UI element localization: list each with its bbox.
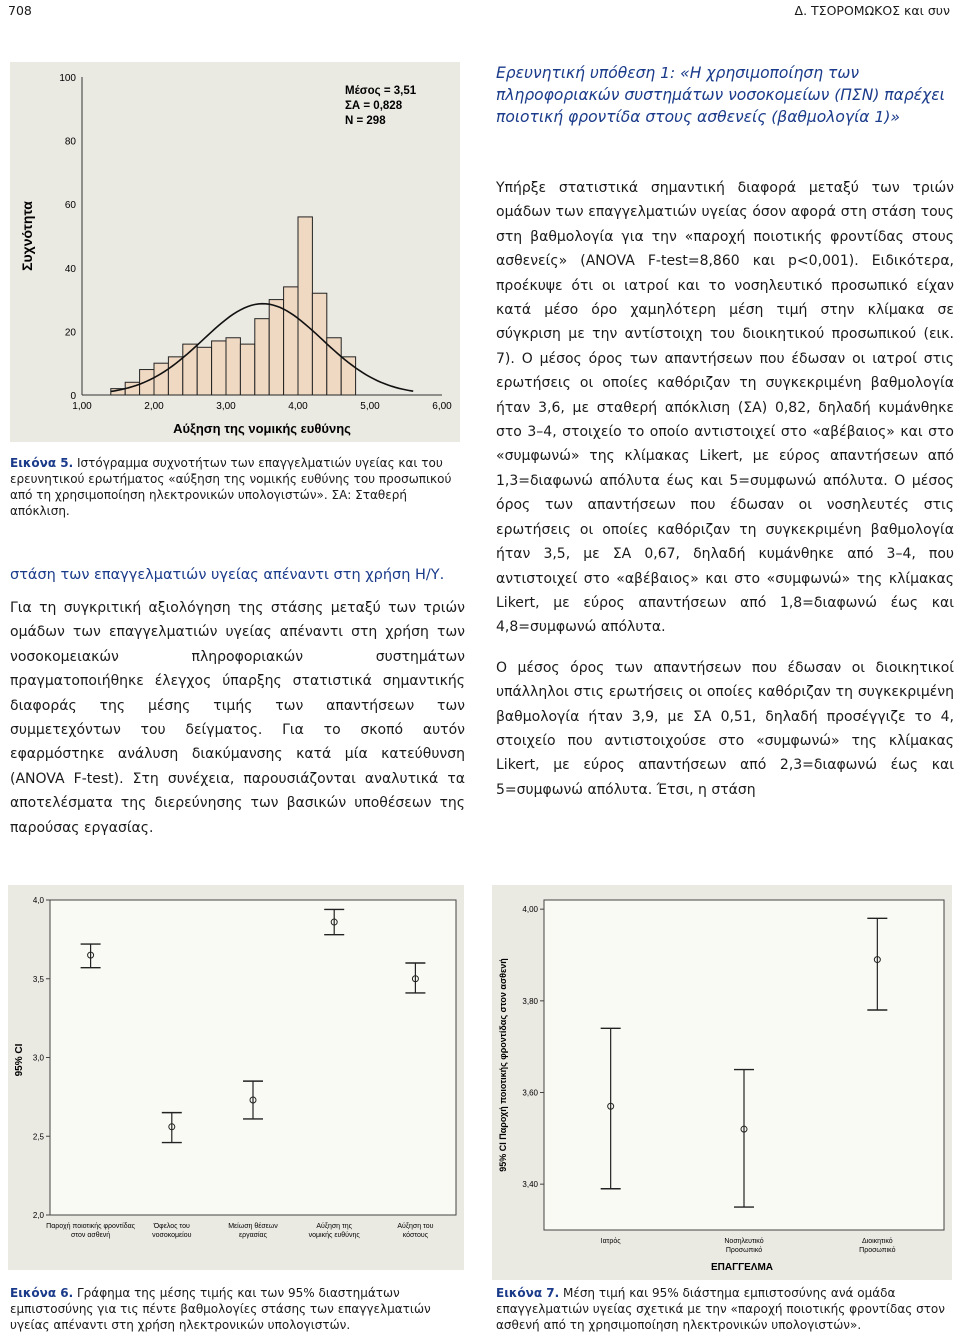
y-axis-title: 95% CI Παροχή ποιοτικής φροντίδας στον ασθενή	[498, 958, 508, 1172]
left-heading: στάση των επαγγελματιών υγείας απέναντι στη χρήση Η/Υ.	[10, 567, 445, 583]
histogram-bar	[269, 300, 283, 395]
y-tick-label: 3,0	[32, 1053, 44, 1063]
x-tick-label: Ιατρός	[600, 1238, 621, 1245]
x-tick-label: 3,00	[216, 401, 236, 412]
y-tick-label: 60	[64, 200, 76, 212]
x-tick-label: Μείωση θέσεων εργασίας	[228, 1223, 278, 1239]
y-tick-label: 3,60	[522, 1088, 538, 1098]
fig7-text: Μέση τιμή και 95% διάστημα εμπιστοσύνης ανά ομάδα επαγγελματιών υγείας σχετικά με την «παροχή ποιοτικής φροντίδας στον ασθενή από τη χρησιμοποίηση ηλεκτρονικών υπολογιστών».	[496, 1286, 945, 1332]
histogram-bar	[168, 357, 182, 395]
histogram-bar	[197, 347, 211, 395]
y-tick-label: 0	[70, 391, 76, 402]
x-tick-label: 2,00	[144, 401, 164, 412]
histogram-chart	[10, 62, 460, 442]
page-number: 708	[8, 3, 32, 18]
fig6-figure	[8, 885, 464, 1270]
stats-label: Μέσος = 3,51	[345, 85, 417, 97]
y-axis-title: 95% CI	[14, 1043, 25, 1077]
histogram-bar	[284, 287, 298, 395]
x-tick-label: Όφελος του νοσοκομείου	[152, 1223, 192, 1239]
histogram-bar	[255, 319, 269, 395]
y-tick-label: 40	[64, 263, 76, 275]
y-tick-label: 80	[64, 136, 76, 148]
x-tick-label: 4,00	[288, 401, 308, 412]
fig5-text: Ιστόγραμμα συχνοτήτων των επαγγελματιών υγείας και του ερευνητικού ερωτήματος «αύξηση της νομικής ευθύνης του προσωπικού από τη χρησιμοποίηση ηλεκτρονικών υπολογιστών». ΣΑ: Σταθερή απόκλιση.	[10, 456, 452, 518]
right-para-1: Υπήρξε στατιστικά σημαντική διαφορά μεταξύ των τριών ομάδων των επαγγελματιών υγείας όσον αφορά στη στάση τους στη βαθμολογία για την «παροχή ποιοτικής φροντίδας στους ασθενείς» (ANOVA F-test=8,860 και p<0,001). Ειδικότερα, προέκυψε ότι οι ιατροί και το νοσηλευτικό προσωπικό είχαν κατά μέσο όρο χαμηλότερη μέση τιμή στην κλίμακα σε σύγκριση με την αντίστοιχη του διοικητικού προσωπικού (εικ. 7). Ο μέσος όρος των απαντήσεων που έδωσαν οι ιατροί στις ερωτήσεις οι οποίες καθόριζαν τη συγκεκριμένη βαθμολογία ήταν 3,6, με σταθερή απόκλιση (ΣΑ) 0,82, δηλαδή κυμάνθηκε στο 3–4, στοιχείο το οποίο αντιστοιχεί στο «αβέβαιος» και στο «συμφωνώ» της κλίμακας Likert, με εύρος απαντήσεων από 1,3=διαφωνώ απόλυτα έως και 5=συμφωνώ απόλυτα. Ο μέσος όρος των απαντήσεων που έδωσαν οι νοσηλευτές στις ερωτήσεις οι οποίες καθόριζαν τη συγκεκριμένη βαθμολογία ήταν 3,5, με ΣΑ 0,67, δηλαδή κυμάνθηκε από 3–4, που αντιστοιχεί στο «αβέβαιος» και στο «συμφωνώ» της κλίμακας Likert, με εύρος απαντήσεων από 1,8=διαφωνώ έως και 4,8=συμφωνώ απόλυτα.	[496, 180, 954, 636]
y-tick-label: 20	[64, 327, 76, 339]
x-tick-label: 5,00	[360, 401, 380, 412]
fig7-figure	[492, 885, 952, 1280]
histogram-bar	[140, 370, 154, 395]
running-title: Δ. ΤΣΟΡΟΜΩΚΟΣ και συν	[794, 3, 950, 18]
fig5-caption	[10, 455, 465, 519]
fig6-caption	[10, 1285, 465, 1333]
y-tick-label: 2,0	[32, 1211, 44, 1220]
y-tick-label: 3,80	[522, 996, 538, 1006]
right-text	[496, 176, 954, 818]
right-para-2: Ο μέσος όρος των απαντήσεων που έδωσαν οι διοικητικοί υπάλληλοι στις ερωτήσεις οι οποίες καθόριζαν τη συγκεκριμένη βαθμολογία ήταν 3,9, με ΣΑ 0,51, δηλαδή προσέγγιζε το 4, στοιχείο που αντιστοιχούσε στο «συμφωνώ» της κλίμακας Likert, με εύρος απαντήσεων από 2,3=διαφωνώ έως και 5=συμφωνώ απόλυτα. Έτσι, η στάση	[496, 659, 954, 798]
stats-label: ΣΑ = 0,828	[345, 100, 403, 112]
fig6-text: Γράφημα της μέσης τιμής και των 95% διαστημάτων εμπιστοσύνης για τις πέντε βαθμολογίες στάσης των επαγγελματιών υγείας απέναντι στη χρήση ηλεκτρονικών υπολογιστών.	[10, 1286, 431, 1332]
y-tick-label: 3,5	[32, 974, 44, 984]
y-tick-label: 100	[59, 73, 76, 84]
x-tick-label: 6,00	[432, 401, 452, 412]
x-tick-label: Νοσηλευτικό Προσωπικό	[724, 1238, 764, 1254]
fig7-caption	[496, 1285, 954, 1333]
fig6-chart	[8, 885, 464, 1270]
y-tick-label: 3,40	[522, 1180, 538, 1190]
y-axis-title: Συχνότητα	[19, 201, 35, 271]
histogram-bar	[154, 363, 168, 395]
y-tick-label: 4,0	[32, 896, 44, 905]
fig7-chart	[492, 885, 952, 1280]
y-tick-label: 2,5	[32, 1132, 44, 1142]
histogram-bar	[226, 338, 240, 395]
histogram-bar	[212, 341, 226, 395]
hypothesis-heading: Ερευνητική υπόθεση 1: «Η χρησιμοποίηση των πληροφοριακών συστημάτων νοσοκομείων (ΠΣΝ) παρέχει ποιοτική φροντίδα στους ασθενείς (βαθμολογία 1)»	[496, 64, 945, 126]
x-tick-label: Αύξηση της νομικής ευθύνης	[308, 1223, 360, 1239]
left-paragraph	[10, 596, 465, 856]
fig5-label: Εικόνα 5.	[10, 456, 74, 470]
histogram-figure	[10, 62, 460, 442]
histogram-bar	[312, 293, 326, 395]
fig7-label: Εικόνα 7.	[496, 1286, 560, 1300]
stats-label: N = 298	[345, 115, 386, 127]
x-axis-title: Αύξηση της νομικής ευθύνης	[173, 421, 351, 436]
x-tick-label: Αύξηση του κόστους	[397, 1223, 434, 1239]
fig6-label: Εικόνα 6.	[10, 1286, 74, 1300]
plot-area	[50, 900, 456, 1215]
left-para-text: Για τη συγκριτική αξιολόγηση της στάσης μεταξύ των τριών ομάδων των επαγγελματιών υγείας απέναντι στη χρήση των νοσοκομειακών πληροφοριακών συστημάτων πραγματοποιήθηκε έλεγχος ύπαρξης στατιστικά σημαντικής διαφοράς της μέσης τιμής των απαντήσεων των συμμετεχόντων του δείγματος. Για το σκοπό αυτόν εφαρμόστηκε ανάλυση διακύμανσης κατά μία κατεύθυνση (ANOVA F-test). Στη συνέχεια, παρουσιάζονται αναλυτικά τα αποτελέσματα της διερεύνησης των βασικών υποθέσεων της παρούσας εργασίας.	[10, 600, 465, 836]
x-tick-label: 1,00	[72, 401, 92, 412]
x-axis-title: ΕΠΑΓΓΕΛΜΑ	[710, 1262, 774, 1273]
histogram-bar	[240, 344, 254, 395]
histogram-bar	[298, 217, 312, 395]
y-tick-label: 4,00	[522, 905, 538, 915]
x-tick-label: Παροχή ποιοτικής φροντίδας στον ασθενή	[46, 1223, 136, 1239]
x-tick-label: Διοικητικό Προσωπικό	[859, 1238, 896, 1254]
